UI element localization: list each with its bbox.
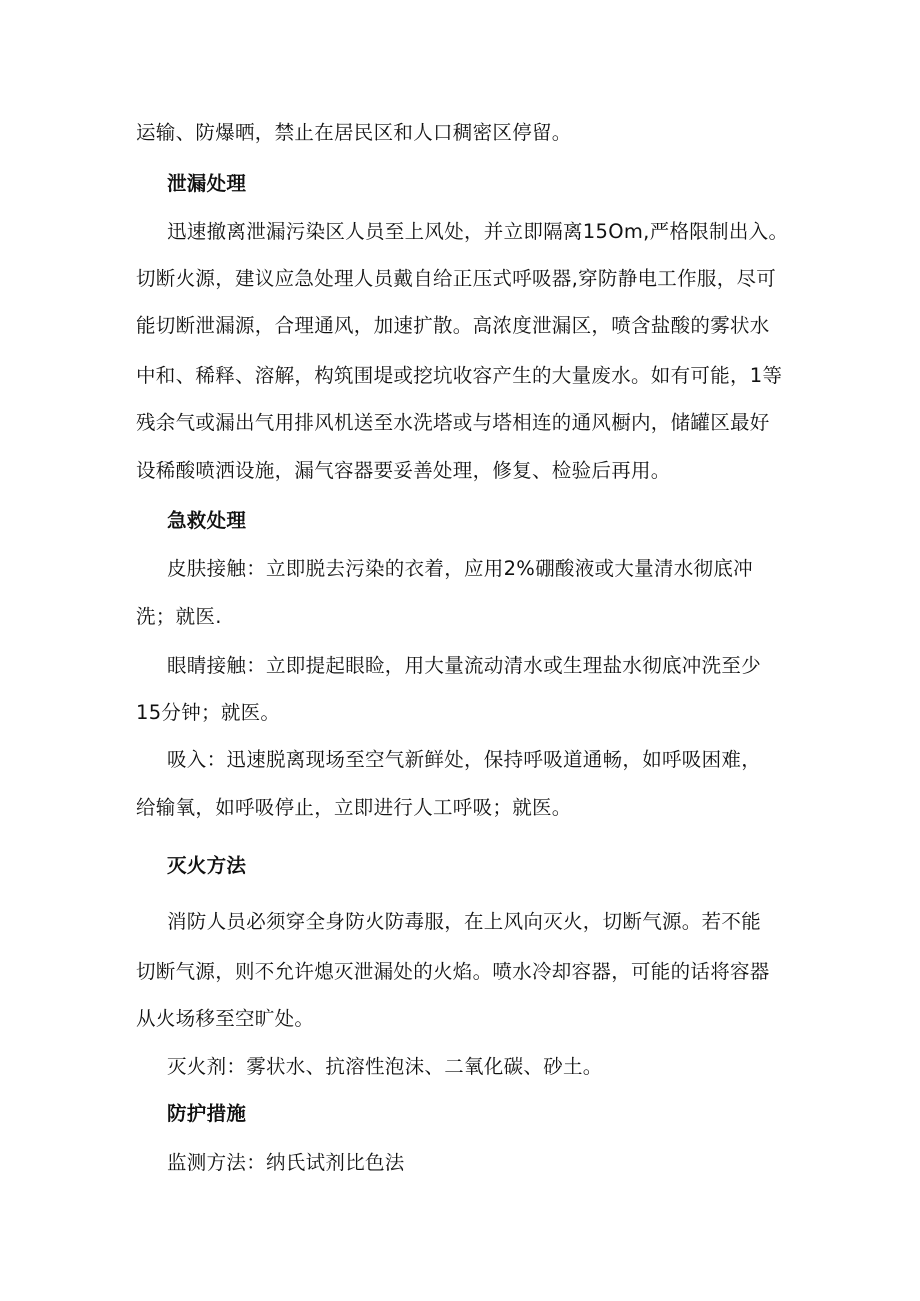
section-heading-first-aid: 急救处理	[167, 509, 247, 532]
body-line: 15分钟；就医。	[136, 701, 281, 724]
body-line: 切断气源，则不允许熄灭泄漏处的火焰。喷水冷却容器，可能的话将容器	[136, 960, 770, 983]
body-line: 给输氧，如呼吸停止，立即进行人工呼吸；就医。	[136, 796, 572, 819]
body-line: 运输、防爆晒，禁止在居民区和人口稠密区停留。	[136, 121, 572, 144]
body-line: 皮肤接触：立即脱去污染的衣着，应用2%硼酸液或大量清水彻底冲	[167, 557, 753, 580]
section-heading-protection: 防护措施	[167, 1102, 247, 1125]
body-line: 从火场移至空旷处。	[136, 1007, 315, 1030]
body-line: 洗；就医.	[136, 605, 222, 628]
section-heading-leak: 泄漏处理	[167, 172, 247, 195]
body-line: 眼睛接触：立即提起眼睑，用大量流动清水或生理盐水彻底冲洗至少	[167, 654, 762, 677]
body-line: 迅速撤离泄漏污染区人员至上风处，并立即隔离15Om,严格限制出入。	[167, 220, 789, 243]
body-line: 残余气或漏出气用排风机送至水洗塔或与塔相连的通风橱内，储罐区最好	[136, 411, 770, 434]
body-line: 设稀酸喷洒设施，漏气容器要妥善处理，修复、检验后再用。	[136, 459, 671, 482]
body-line: 消防人员必须穿全身防火防毒服，在上风向灭火，切断气源。若不能	[167, 910, 762, 933]
body-line: 监测方法：纳氏试剂比色法	[167, 1151, 405, 1174]
body-line: 中和、稀释、溶解，构筑围堤或挖坑收容产生的大量废水。如有可能，1等	[136, 364, 783, 387]
body-line: 灭火剂：雾状水、抗溶性泡沫、二氧化碳、砂土。	[167, 1055, 603, 1078]
body-line: 切断火源，建议应急处理人员戴自给正压式呼吸器,穿防静电工作服，尽可	[136, 267, 777, 290]
body-line: 吸入：迅速脱离现场至空气新鲜处，保持呼吸道通畅，如呼吸困难，	[167, 748, 762, 771]
body-line: 能切断泄漏源，合理通风，加速扩散。高浓度泄漏区，喷含盐酸的雾状水	[136, 314, 770, 337]
section-heading-fire: 灭火方法	[167, 854, 247, 877]
